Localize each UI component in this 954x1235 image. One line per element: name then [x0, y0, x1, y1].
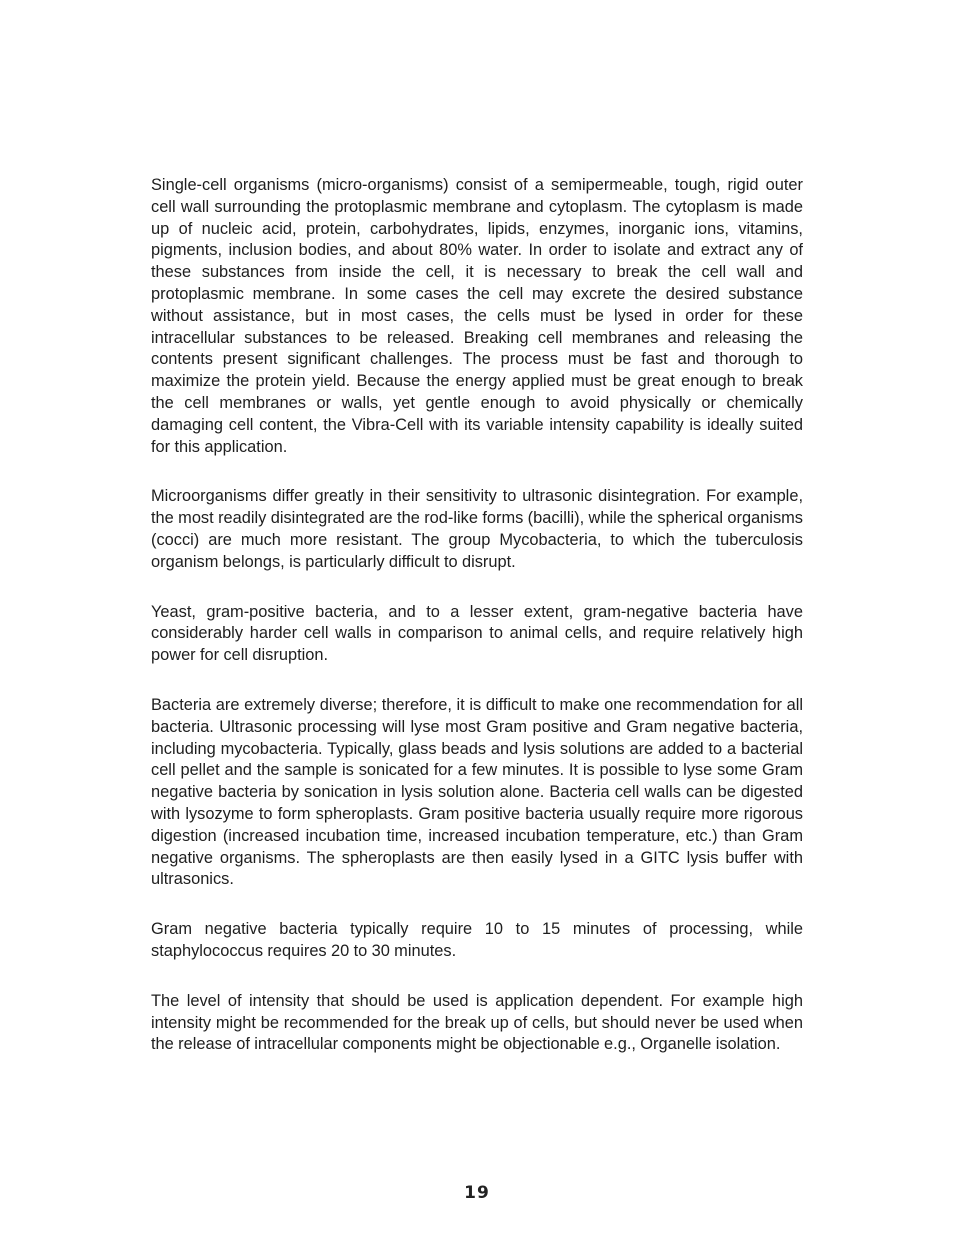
page-number: 19: [464, 1183, 490, 1203]
paragraph-intensity-level: The level of intensity that should be used is application dependent. For example high intensity might be recommended for the break up of cells, but should never be used when the release of intracellular components might be objectionable e.g., Organelle isolation.: [151, 991, 803, 1054]
paragraph-cell-walls: Yeast, gram-positive bacteria, and to a lesser extent, gram-negative bacteria have considerably harder cell walls in comparison to animal cells, and require relatively high power for cell disruption.: [151, 602, 803, 665]
body-text: [151, 175, 803, 1084]
paragraph-microorganism-sensitivity: Microorganisms differ greatly in their sensitivity to ultrasonic disintegration. For example, the most readily disintegrated are the rod-like forms (bacilli), while the spherical organisms (cocci) are much more resistant. The group Mycobacteria, to which the tuberculosis organism belongs, is particularly difficult to disrupt.: [151, 487, 803, 571]
paragraph-bacteria-recommendation: Bacteria are extremely diverse; therefore, it is difficult to make one recommendation for all bacteria. Ultrasonic processing will lyse most Gram positive and Gram negative bacteria, including mycobacteria. Typically, glass beads and lysis solutions are added to a bacterial cell pellet and the sample is sonicated for a few minutes. It is possible to lyse some Gram negative bacteria by sonication in lysis solution alone. Bacteria cell walls can be digested with lysozyme to form spheroplasts. Gram positive bacteria usually require more rigorous digestion (increased incubation time, increased incubation temperature, etc.) than Gram negative organisms. The spheroplasts are then easily lysed in a GITC lysis buffer with ultrasonics.: [151, 695, 803, 889]
paragraph-processing-time: Gram negative bacteria typically require 10 to 15 minutes of processing, while staphylococcus requires 20 to 30 minutes.: [151, 920, 803, 960]
paragraph-cell-lysis-intro: Single-cell organisms (micro-organisms) consist of a semipermeable, tough, rigid outer cell wall surrounding the protoplasmic membrane and cytoplasm. The cytoplasm is made up of nucleic acid, protein, carbohydrates, lipids, enzymes, inorganic ions, vitamins, pigments, inclusion bodies, and about 80% water. In order to isolate and extract any of these substances from inside the cell, it is necessary to break the cell wall and protoplasmic membrane. In some cases the cell may excrete the desired substance without assistance, but in most cases, the cells must be lysed in order for these intracellular substances to be released. Breaking cell membranes and releasing the contents present significant challenges. The process must be fast and thorough to maximize the protein yield. Because the energy applied must be great enough to break the cell membranes or walls, yet gentle enough to avoid physically or chemically damaging cell content, the Vibra-Cell with its variable intensity capability is ideally suited for this application.: [151, 176, 803, 456]
